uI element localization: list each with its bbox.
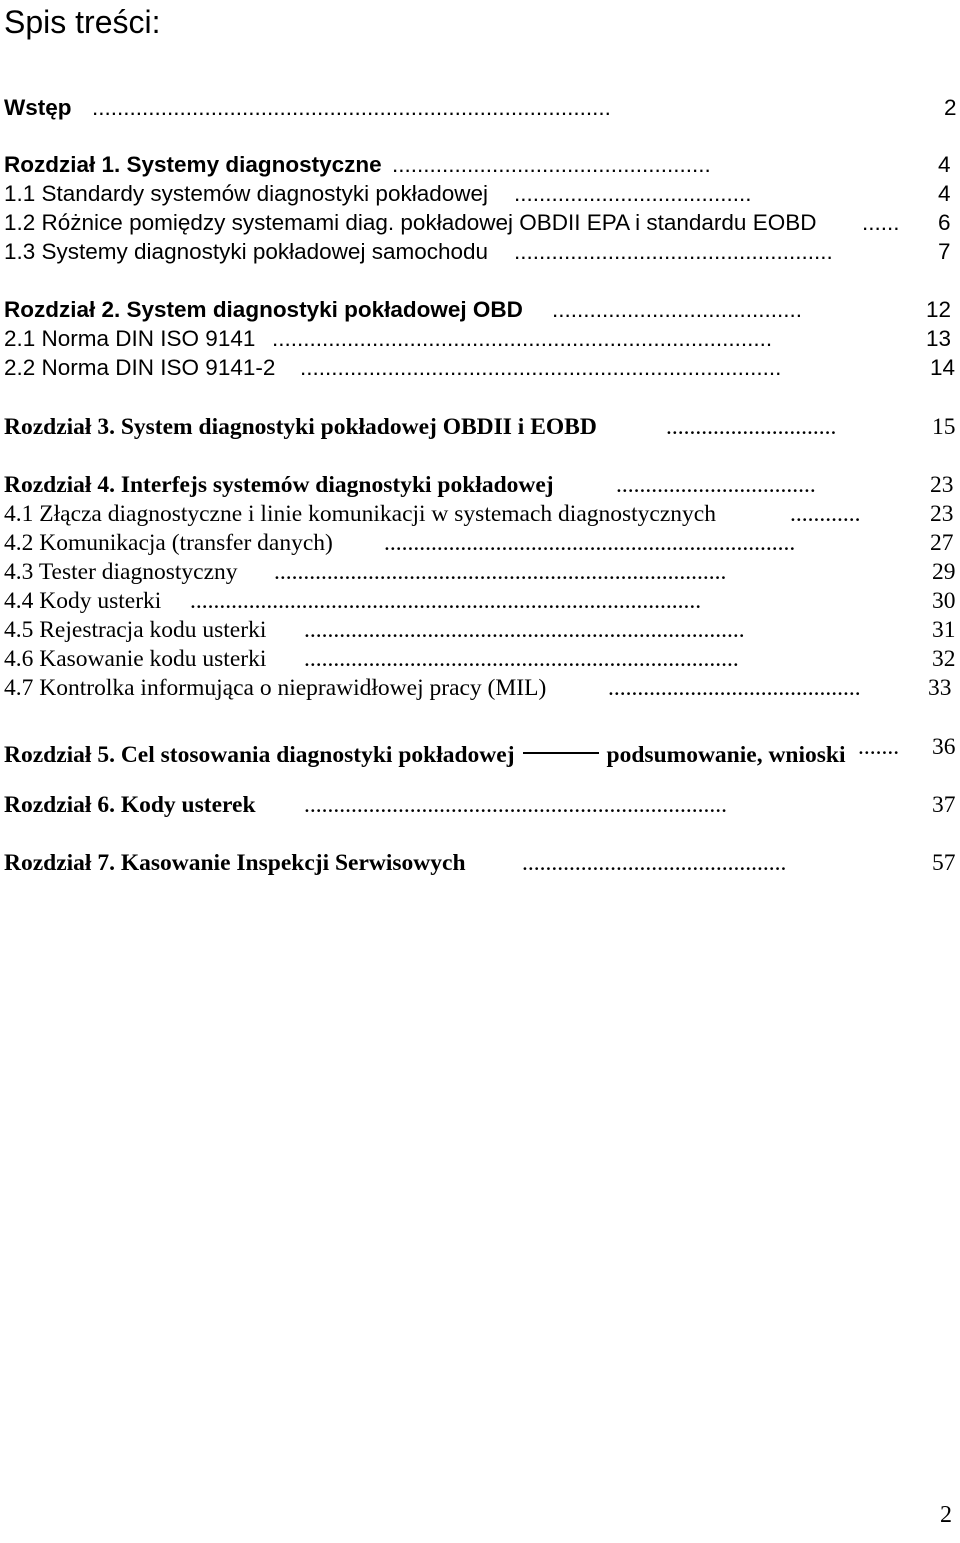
toc-entry-page: 36 [932, 734, 956, 760]
toc-entry-page: 13 [926, 326, 952, 351]
toc-entry-chapter-4 [0, 470, 960, 500]
toc-entry-label-continuation: podsumowanie, wnioski [606, 742, 846, 768]
toc-entry-label: 4.5 Rejestracja kodu usterki [4, 617, 267, 643]
toc-entry-page: 2 [944, 95, 957, 120]
toc-entry-label: 1.3 Systemy diagnostyki pokładowej samochodu [4, 239, 489, 264]
toc-entry-dots: ............ [790, 501, 861, 527]
page-number: 2 [940, 1502, 952, 1528]
toc-entry-section-4-1 [0, 499, 960, 529]
toc-entry-section-1-2 [0, 208, 960, 238]
toc-entry-page: 4 [938, 152, 951, 177]
toc-entry-page: 14 [930, 355, 956, 380]
toc-entry-page: 31 [932, 617, 956, 643]
toc-entry-label: 2.2 Norma DIN ISO 9141-2 [4, 355, 276, 380]
toc-entry-label: Rozdział 6. Kody usterek [4, 792, 256, 818]
toc-entry-dots: ...... [862, 210, 900, 235]
toc-entry-label: 2.1 Norma DIN ISO 9141 [4, 326, 256, 351]
toc-entry-dots: ........................................................................ [304, 792, 727, 818]
toc-entry-label: Wstęp [4, 95, 72, 120]
toc-entry-page: 27 [930, 530, 954, 556]
toc-entry-page: 30 [932, 588, 956, 614]
toc-entry-introduction [0, 93, 960, 123]
toc-entry-section-2-1 [0, 324, 960, 354]
toc-entry-dots: ...................................... [514, 181, 752, 206]
toc-entry-dots: ....................................................................................... [190, 588, 702, 614]
toc-entry-section-4-4 [0, 586, 960, 616]
toc-entry-chapter-1 [0, 150, 960, 180]
toc-entry-dots: ........................................... [608, 675, 861, 701]
toc-entry-dots: ...................................................................... [384, 530, 796, 556]
toc-entry-label: Rozdział 1. Systemy diagnostyczne [4, 152, 382, 177]
toc-entry-label: Rozdział 7. Kasowanie Inspekcji Serwisowych [4, 850, 466, 876]
toc-entry-chapter-6 [0, 790, 960, 820]
toc-entry-chapter-7 [0, 848, 960, 878]
toc-entry-section-1-3 [0, 237, 960, 267]
toc-entry-chapter-5 [0, 732, 960, 768]
toc-entry-dots: ............................................................................. [274, 559, 727, 585]
toc-entry-page: 23 [930, 501, 954, 527]
toc-entry-dots: ............................. [666, 414, 837, 440]
toc-entry-section-4-7 [0, 673, 960, 703]
toc-entry-page: 12 [926, 297, 952, 322]
toc-entry-dots: ............................................................................. [300, 355, 782, 380]
toc-entry-page: 37 [932, 792, 956, 818]
toc-entry-page: 7 [938, 239, 951, 264]
toc-entry-page: 4 [938, 181, 951, 206]
page-title: Spis treści: [4, 4, 161, 40]
toc-entry-page: 32 [932, 646, 956, 672]
toc-entry-label: 4.3 Tester diagnostyczny [4, 559, 238, 585]
toc-entry-section-1-1 [0, 179, 960, 209]
toc-entry-page: 57 [932, 850, 956, 876]
toc-entry-dots: ................................................... [514, 239, 833, 264]
toc-entry-label: 4.1 Złącza diagnostyczne i linie komunikacji w systemach diagnostycznych [4, 501, 716, 527]
toc-entry-dots: ....... [858, 734, 900, 760]
toc-entry-dots: ................................................................................... [92, 95, 611, 120]
toc-entry-chapter-2 [0, 295, 960, 325]
toc-entry-dots: .......................................................................... [304, 646, 739, 672]
toc-entry-label: Rozdział 3. System diagnostyki pokładowej OBDII i EOBD [4, 414, 597, 440]
toc-entry-page: 33 [928, 675, 952, 701]
toc-entry-label: 4.4 Kody usterki [4, 588, 162, 614]
toc-entry-label: 4.6 Kasowanie kodu usterki [4, 646, 267, 672]
toc-entry-label: 4.7 Kontrolka informująca o nieprawidłowej pracy (MIL) [4, 675, 547, 701]
toc-entry-label-group [4, 732, 846, 770]
toc-entry-label: 4.2 Komunikacja (transfer danych) [4, 530, 333, 556]
toc-entry-dots: ................................................................................ [272, 326, 773, 351]
toc-entry-page: 23 [930, 472, 954, 498]
toc-entry-chapter-3 [0, 412, 960, 442]
toc-entry-section-4-5 [0, 615, 960, 645]
toc-entry-page: 15 [932, 414, 956, 440]
toc-entry-dots: ........................................................................... [304, 617, 745, 643]
toc-entry-label: Rozdział 4. Interfejs systemów diagnostyki pokładowej [4, 472, 554, 498]
toc-entry-dots: ................................................... [392, 152, 711, 177]
toc-entry-section-2-2 [0, 353, 960, 383]
toc-entry-label: 1.1 Standardy systemów diagnostyki pokładowej [4, 181, 489, 206]
toc-entry-section-4-6 [0, 644, 960, 674]
toc-entry-page: 29 [932, 559, 956, 585]
toc-entry-page: 6 [938, 210, 951, 235]
toc-entry-label: Rozdział 2. System diagnostyki pokładowej OBD [4, 297, 523, 322]
toc-entry-dots: ........................................ [552, 297, 803, 322]
toc-entry-section-4-2 [0, 528, 960, 558]
toc-entry-label: Rozdział 5. Cel stosowania diagnostyki pokładowej [4, 742, 515, 768]
em-dash-line [515, 732, 607, 762]
toc-entry-dots: ............................................. [522, 850, 787, 876]
toc-entry-label: 1.2 Różnice pomiędzy systemami diag. pokładowej OBDII EPA i standardu EOBD [4, 210, 817, 235]
toc-entry-section-4-3 [0, 557, 960, 587]
toc-entry-dots: .................................. [616, 472, 816, 498]
